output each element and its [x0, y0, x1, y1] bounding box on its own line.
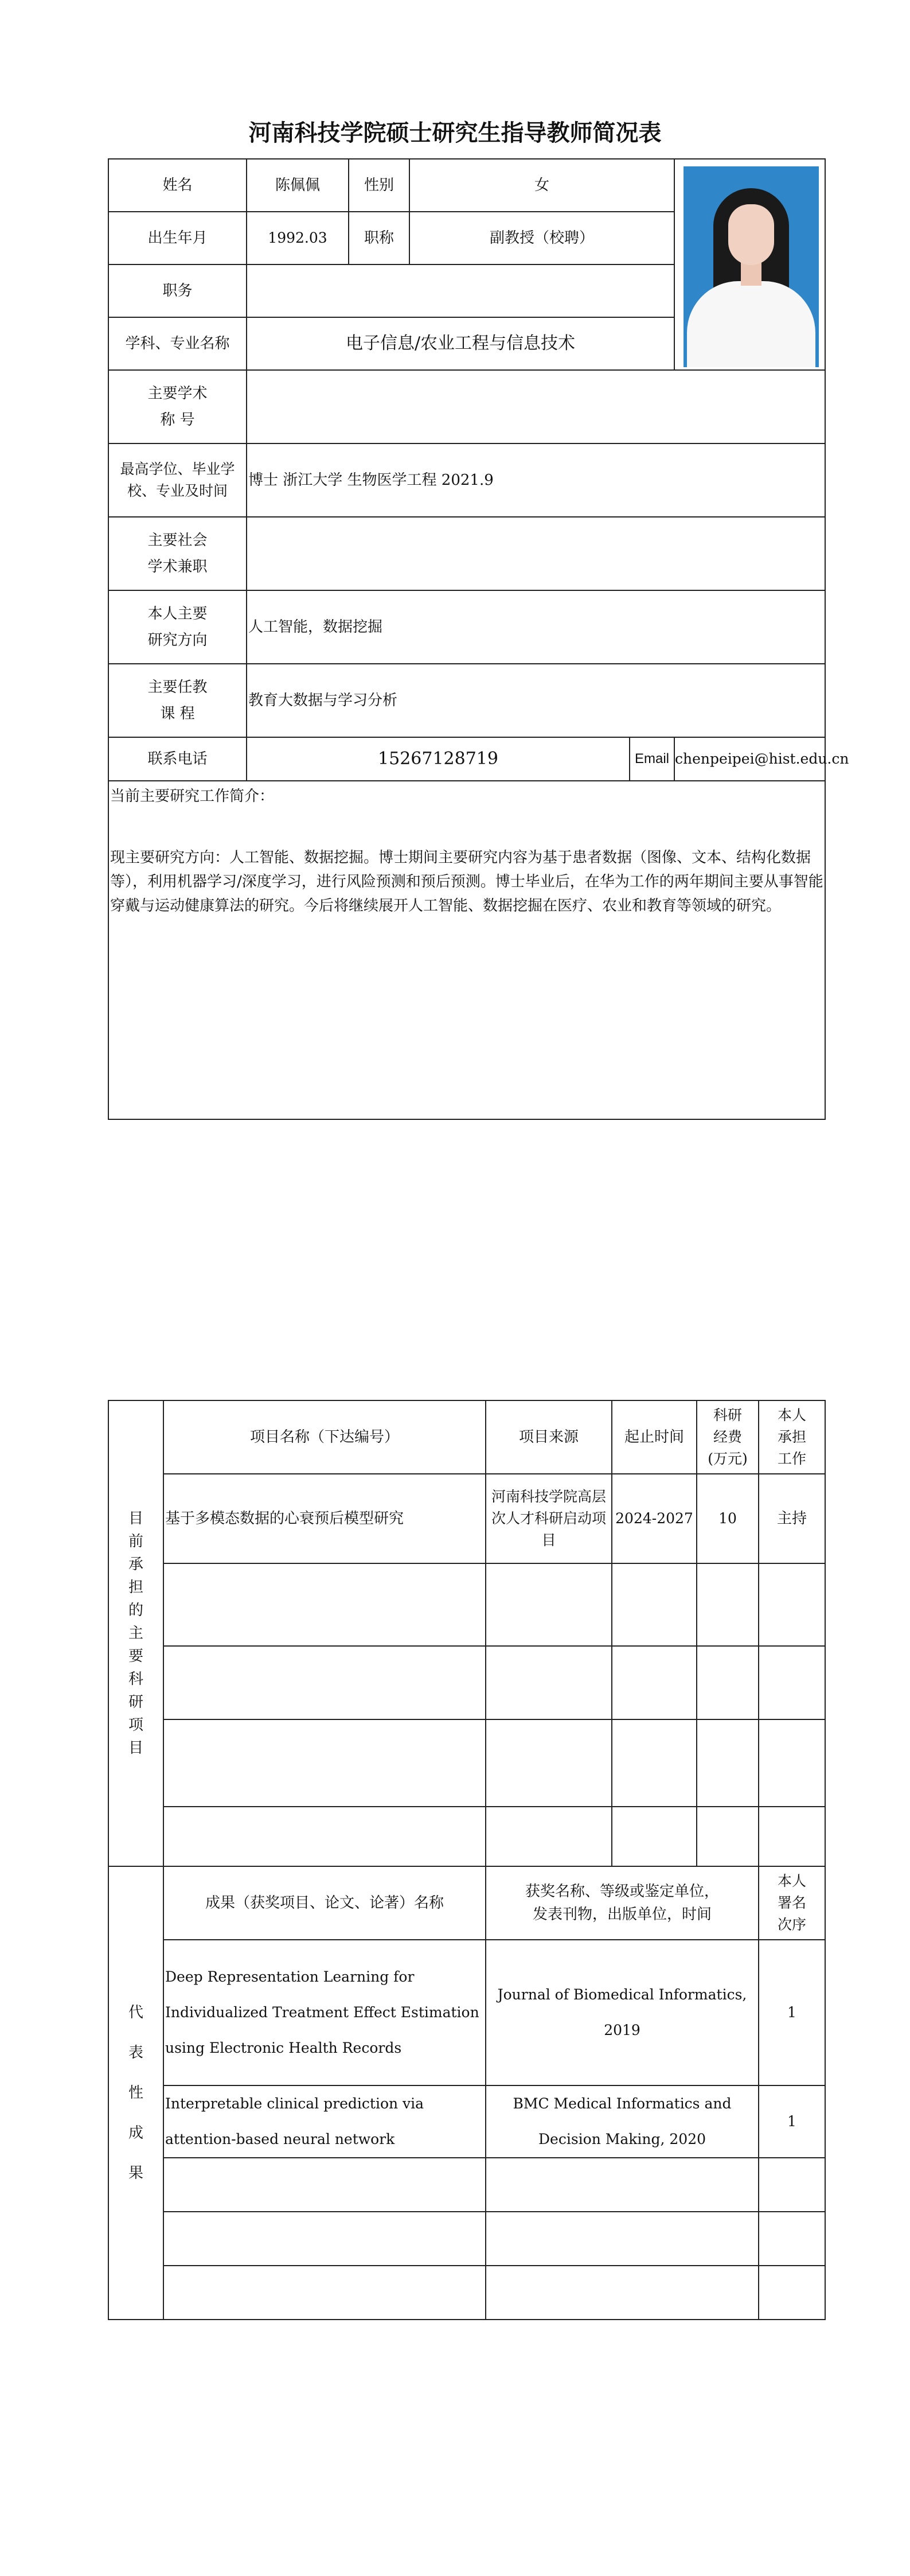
table-row	[108, 1940, 825, 2085]
intro-label: 当前主要研究工作简介：	[110, 788, 275, 805]
social-label: 主要社会 学术兼职	[108, 517, 247, 590]
table-row	[108, 1646, 825, 1719]
email-label: Email	[630, 737, 674, 781]
table-row	[108, 2158, 825, 2212]
projects-header-role: 本人 承担 工作	[759, 1400, 825, 1474]
projects-achievements-table	[108, 1400, 826, 2320]
birth-label: 出生年月	[108, 212, 247, 264]
achievement-name: Deep Representation Learning for Individualized Treatment Effect Estimation using Electronic Health Records	[163, 1940, 486, 2085]
achievements-header-venue: 获奖名称、等级或鉴定单位， 发表刊物，出版单位，时间	[486, 1866, 759, 1940]
title-label: 职称	[349, 212, 409, 264]
education-value: 博士 浙江大学 生物医学工程 2021.9	[247, 443, 825, 517]
discipline-value: 电子信息/农业工程与信息技术	[247, 317, 674, 370]
phone-value: 15267128719	[247, 737, 630, 781]
achievement-name: Interpretable clinical prediction via attention-based neural network	[163, 2085, 486, 2158]
intro-text: 现主要研究方向：人工智能、数据挖掘。博士期间主要研究内容为基于患者数据（图像、文本、结构化数据等），利用机器学习/深度学习，进行风险预测和预后预测。博士毕业后，在华为工作的两年期间主要从事智能穿戴与运动健康算法的研究。今后将继续展开人工智能、数据挖掘在医疗、农业和教育等领域的研究。	[110, 849, 823, 915]
portrait-photo	[684, 166, 819, 367]
project-funding: 10	[697, 1474, 759, 1563]
projects-header-funding: 科研 经费 (万元)	[697, 1400, 759, 1474]
position-label: 职务	[108, 264, 247, 317]
project-source: 河南科技学院高层次人才科研启动项目	[486, 1474, 612, 1563]
gender-value: 女	[409, 159, 674, 212]
research-label: 本人主要 研究方向	[108, 590, 247, 664]
achievements-side-label: 代 表 性 成 果	[108, 1866, 163, 2320]
photo-cell	[674, 159, 825, 370]
achievements-header-order: 本人 署名 次序	[759, 1866, 825, 1940]
birth-value: 1992.03	[247, 212, 349, 264]
academic-title-label: 主要学术 称 号	[108, 370, 247, 443]
courses-label: 主要任教 课 程	[108, 664, 247, 737]
social-value	[247, 517, 825, 590]
table-row	[108, 2085, 825, 2158]
discipline-label: 学科、专业名称	[108, 317, 247, 370]
table-row	[108, 1474, 825, 1563]
project-period: 2024-2027	[612, 1474, 697, 1563]
title-value: 副教授（校聘）	[409, 212, 674, 264]
achievement-order: 1	[759, 2085, 825, 2158]
name-label: 姓名	[108, 159, 247, 212]
education-label: 最高学位、毕业学 校、专业及时间	[108, 443, 247, 517]
table-row	[108, 1807, 825, 1866]
intro-cell	[108, 781, 825, 1119]
academic-title-value	[247, 370, 825, 443]
profile-table	[108, 158, 849, 1120]
achievement-venue: Journal of Biomedical Informatics, 2019	[486, 1940, 759, 2085]
projects-side-label: 目 前 承 担 的 主 要 科 研 项 目	[108, 1400, 163, 1866]
page-title: 河南科技学院硕士研究生指导教师简况表	[248, 120, 662, 146]
table-row	[108, 2212, 825, 2266]
courses-value: 教育大数据与学习分析	[247, 664, 825, 737]
table-row	[108, 1719, 825, 1807]
achievement-venue: BMC Medical Informatics and Decision Making, 2020	[486, 2085, 759, 2158]
position-value	[247, 264, 674, 317]
projects-header-period: 起止时间	[612, 1400, 697, 1474]
name-value: 陈佩佩	[247, 159, 349, 212]
projects-header-name: 项目名称（下达编号）	[163, 1400, 486, 1474]
phone-label: 联系电话	[108, 737, 247, 781]
project-name: 基于多模态数据的心衰预后模型研究	[163, 1474, 486, 1563]
projects-header-source: 项目来源	[486, 1400, 612, 1474]
achievement-order: 1	[759, 1940, 825, 2085]
project-role: 主持	[759, 1474, 825, 1563]
table-row	[108, 1563, 825, 1646]
gender-label: 性别	[349, 159, 409, 212]
email-value: chenpeipei@hist.edu.cn	[674, 737, 825, 781]
research-value: 人工智能，数据挖掘	[247, 590, 825, 664]
achievements-header-name: 成果（获奖项目、论文、论著）名称	[163, 1866, 486, 1940]
table-row	[108, 2266, 825, 2320]
